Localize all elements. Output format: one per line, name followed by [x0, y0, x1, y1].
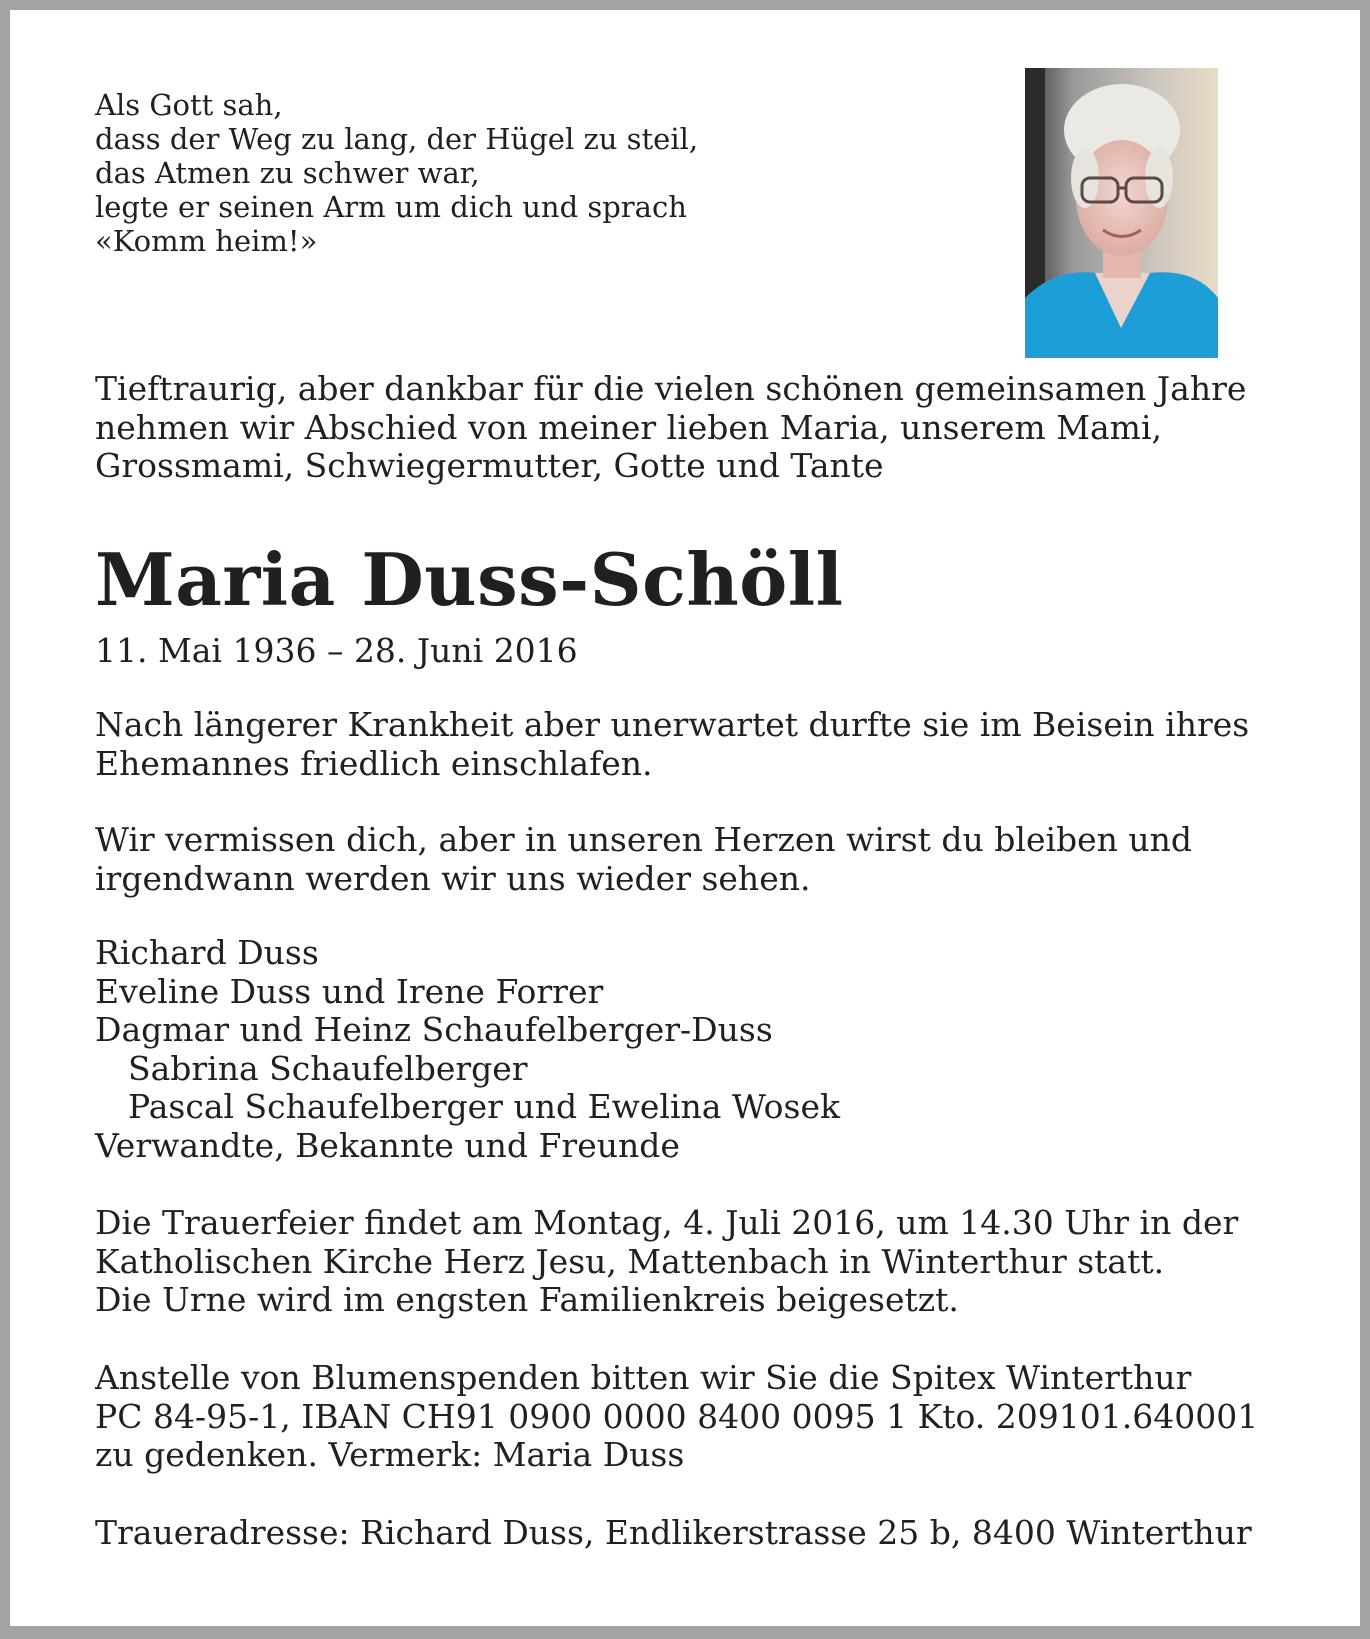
donation-line: zu gedenken. Vermerk: Maria Duss [95, 1435, 685, 1474]
mourner: Verwandte, Bekannte und Freunde [95, 1125, 680, 1165]
donation-line: Anstelle von Blumenspenden bitten wir Sie die Spitex Winterthur [95, 1358, 1192, 1397]
mourner: Dagmar und Heinz Schaufelberger-Duss [95, 1010, 773, 1049]
mourner: Eveline Duss und Irene Forrer [95, 971, 604, 1011]
paragraph-line: Wir vermissen dich, aber in unseren Herzen wirst du bleiben und [95, 820, 1193, 859]
portrait-photo [1025, 68, 1218, 358]
mourning-address: Traueradresse: Richard Duss, Endlikerstrasse 25 b, 8400 Winterthur [95, 1513, 1252, 1552]
paragraph-passing [95, 706, 1249, 783]
donation-info [95, 1359, 1258, 1475]
intro-line: nehmen wir Abschied von meiner lieben Maria, unserem Mami, [95, 407, 1163, 447]
paragraph-line: Nach längerer Krankheit aber unerwartet durfte sie im Beisein ihres [95, 705, 1250, 744]
deceased-name: Maria Duss-Schöll [95, 537, 844, 622]
obituary-card [10, 10, 1360, 1626]
life-dates: 11. Mai 1936 – 28. Juni 2016 [95, 631, 578, 670]
ceremony-info [95, 1204, 1238, 1320]
intro-line: Grossmami, Schwiegermutter, Gotte und Tante [95, 446, 884, 485]
poem-line: dass der Weg zu lang, der Hügel zu steil, [95, 122, 699, 156]
intro-line: Tieftraurig, aber dankbar für die vielen schönen gemeinsamen Jahre [95, 369, 1247, 408]
ceremony-line: Katholischen Kirche Herz Jesu, Mattenbach in Winterthur statt. [95, 1241, 1165, 1281]
mourner: Sabrina Schaufelberger [128, 1048, 528, 1088]
paragraph-farewell [95, 821, 1192, 898]
poem-line: das Atmen zu schwer war, [95, 156, 480, 190]
ceremony-line: Die Trauerfeier findet am Montag, 4. Juli 2016, um 14.30 Uhr in der [95, 1203, 1239, 1242]
mourner: Pascal Schaufelberger und Ewelina Wosek [128, 1087, 840, 1126]
mourners-list [95, 934, 840, 1165]
paragraph-line: irgendwann werden wir uns wieder sehen. [95, 858, 811, 898]
donation-line: PC 84-95-1, IBAN CH91 0900 0000 8400 0095 1 Kto. 209101.640001 [95, 1396, 1259, 1436]
poem-line: «Komm heim!» [95, 224, 318, 258]
ceremony-line: Die Urne wird im engsten Familienkreis beigesetzt. [95, 1280, 959, 1319]
poem-line: Als Gott sah, [95, 88, 283, 122]
poem [95, 88, 698, 258]
mourner: Richard Duss [95, 933, 319, 972]
paragraph-line: Ehemannes friedlich einschlafen. [95, 743, 653, 783]
poem-line: legte er seinen Arm um dich und sprach [95, 190, 687, 224]
intro-text [95, 370, 1246, 486]
